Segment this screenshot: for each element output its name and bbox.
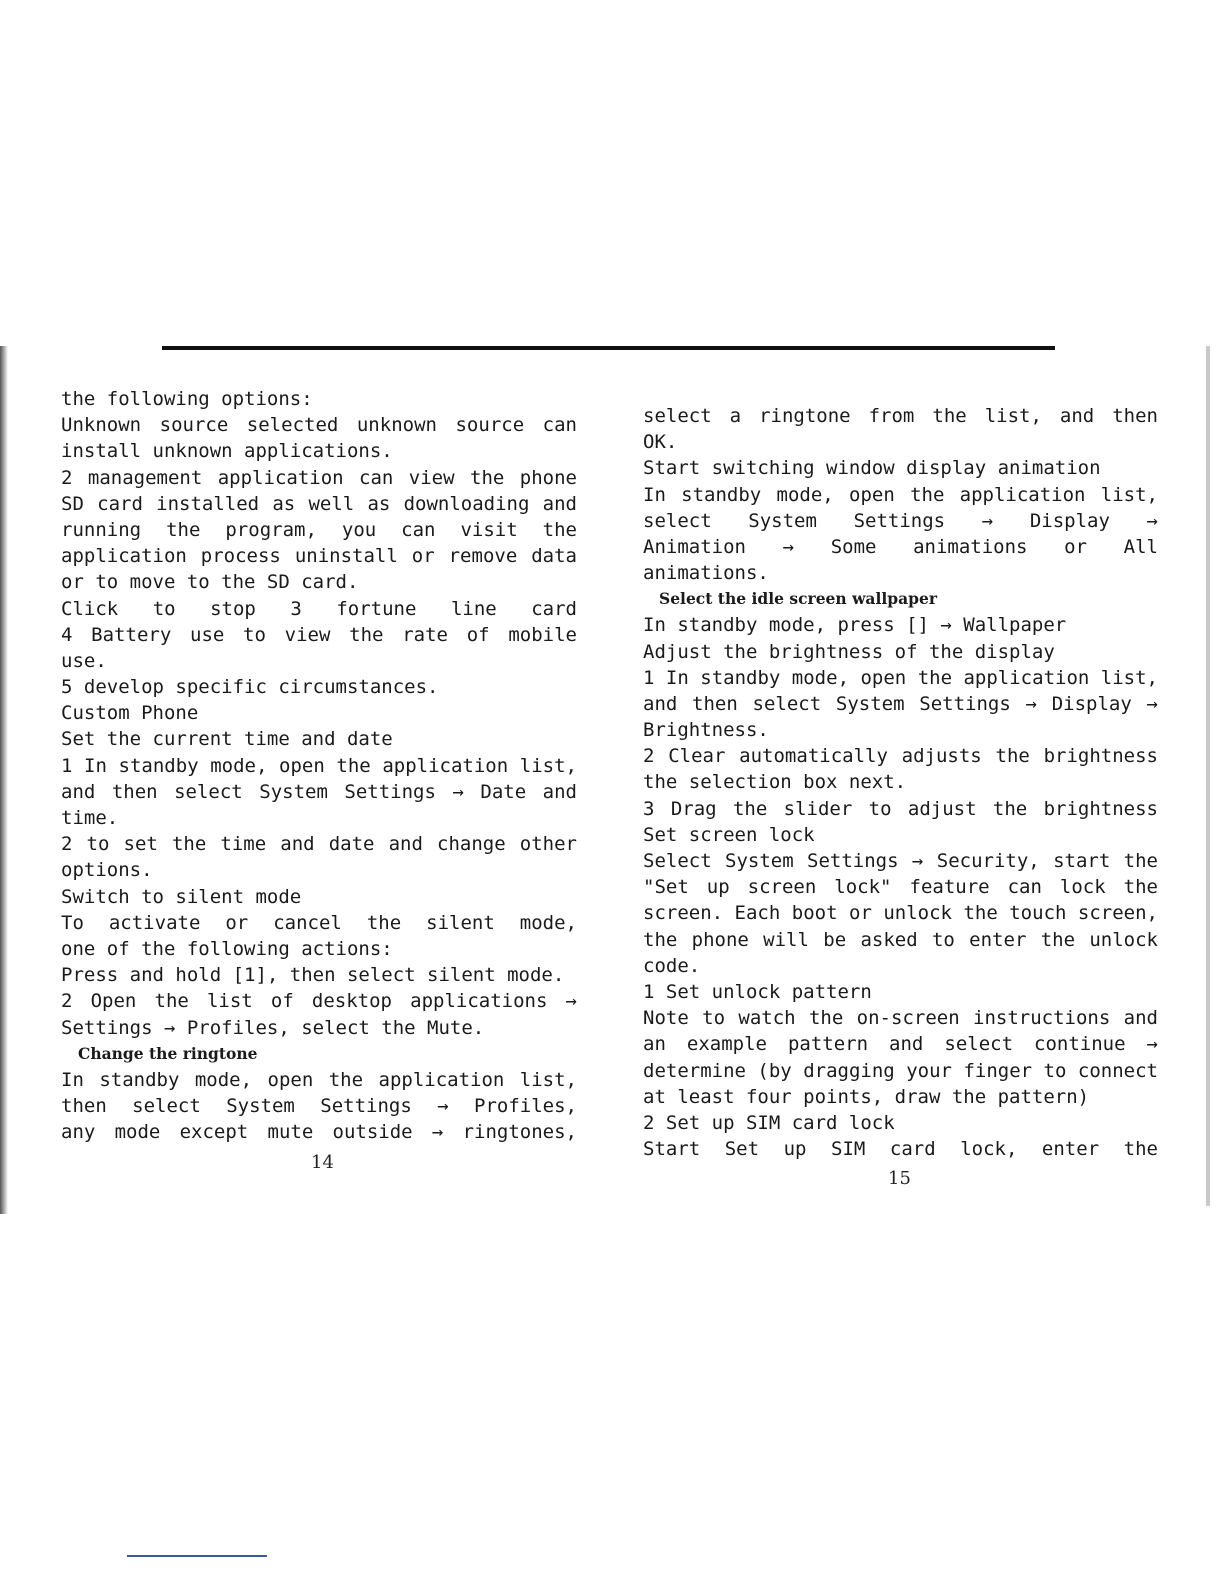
text-line: Brightness. [643, 719, 769, 742]
text-line: SD card installed as well as downloading and [61, 492, 577, 515]
right-scan-edge [1206, 346, 1210, 1206]
text-line: one of the following actions: [61, 937, 393, 960]
section-title: 1 Set unlock pattern [643, 980, 872, 1003]
text-line: the following options: [61, 388, 313, 410]
text-line: 5 develop specific circumstances. [61, 676, 439, 699]
page-number-right: 15 [888, 1168, 911, 1189]
text-line: select System Settings → Display → [643, 509, 1158, 532]
section-title: Adjust the brightness of the display [643, 640, 1055, 663]
text-line: install unknown applications. [61, 440, 393, 463]
text-line: 2 Clear automatically adjusts the brightness [643, 745, 1158, 768]
text-line: application process uninstall or remove data [61, 545, 577, 568]
text-line: any mode except mute outside → ringtones, [61, 1121, 577, 1144]
text-line: Select System Settings → Security, start the [643, 850, 1158, 872]
text-line: 1 In standby mode, open the application list, [61, 754, 577, 777]
text-line: "Set up screen lock" feature can lock the [643, 876, 1158, 899]
left-page [61, 386, 577, 1145]
text-line: Unknown source selected unknown source can [61, 414, 577, 437]
text-line: 2 to set the time and date and change other [61, 833, 577, 856]
text-line: options. [61, 859, 153, 882]
text-line: Click to stop 3 fortune line card [61, 597, 577, 620]
text-line: In standby mode, press [] → Wallpaper [643, 614, 1067, 637]
text-line: or to move to the SD card. [61, 571, 359, 594]
text-line: 1 In standby mode, open the application list, [643, 666, 1158, 689]
text-line: Animation → Some animations or All [643, 535, 1158, 558]
section-title: Start switching window display animation [643, 457, 1101, 480]
text-line: Press and hold [1], then select silent mode. [61, 964, 565, 987]
section-title: Set the current time and date [61, 728, 393, 751]
section-title: Custom Phone [61, 702, 199, 725]
text-line: 3 Drag the slider to adjust the brightness [643, 797, 1158, 820]
text-line: the phone will be asked to enter the unlock [643, 928, 1158, 951]
text-line: Settings → Profiles, select the Mute. [61, 1016, 485, 1039]
text-line: 2 Open the list of desktop applications → [61, 990, 577, 1013]
text-line: determine (by dragging your finger to connect [643, 1059, 1158, 1082]
text-line: Start Set up SIM card lock, enter the [643, 1138, 1158, 1161]
text-line: the selection box next. [643, 771, 907, 794]
text-line: use. [61, 649, 107, 672]
text-line: and then select System Settings → Date and [61, 780, 577, 803]
text-line: In standby mode, open the application list, [61, 1068, 577, 1091]
text-line: In standby mode, open the application list, [643, 483, 1158, 506]
top-border-rule [162, 346, 1055, 350]
text-line: 2 management application can view the phone [61, 466, 577, 489]
section-title: 2 Set up SIM card lock [643, 1111, 895, 1134]
text-line: and then select System Settings → Display → [643, 692, 1158, 715]
section-title: Set screen lock [643, 823, 815, 846]
page-number-left: 14 [311, 1152, 334, 1173]
text-line: Note to watch the on-screen instructions and [643, 1007, 1158, 1030]
text-line: then select System Settings → Profiles, [61, 1094, 577, 1117]
text-line: code. [643, 954, 701, 977]
text-line: running the program, you can visit the [61, 518, 577, 541]
text-line: at least four points, draw the pattern) [643, 1085, 1090, 1108]
text-line: To activate or cancel the silent mode, [61, 911, 577, 934]
text-line: OK. [643, 431, 678, 454]
text-line: animations. [643, 562, 769, 585]
text-line: time. [61, 807, 119, 829]
text-line: screen. Each boot or unlock the touch screen, [643, 902, 1158, 925]
section-heading: Select the idle screen wallpaper [659, 589, 937, 609]
bottom-link-underline [127, 1555, 267, 1557]
section-title: Switch to silent mode [61, 885, 302, 908]
left-scan-edge [0, 346, 8, 1214]
text-line: an example pattern and select continue → [643, 1033, 1158, 1056]
text-line: 4 Battery use to view the rate of mobile [61, 623, 577, 646]
right-page [643, 403, 1158, 1162]
text-line: select a ringtone from the list, and then [643, 405, 1158, 427]
section-heading: Change the ringtone [78, 1043, 258, 1063]
